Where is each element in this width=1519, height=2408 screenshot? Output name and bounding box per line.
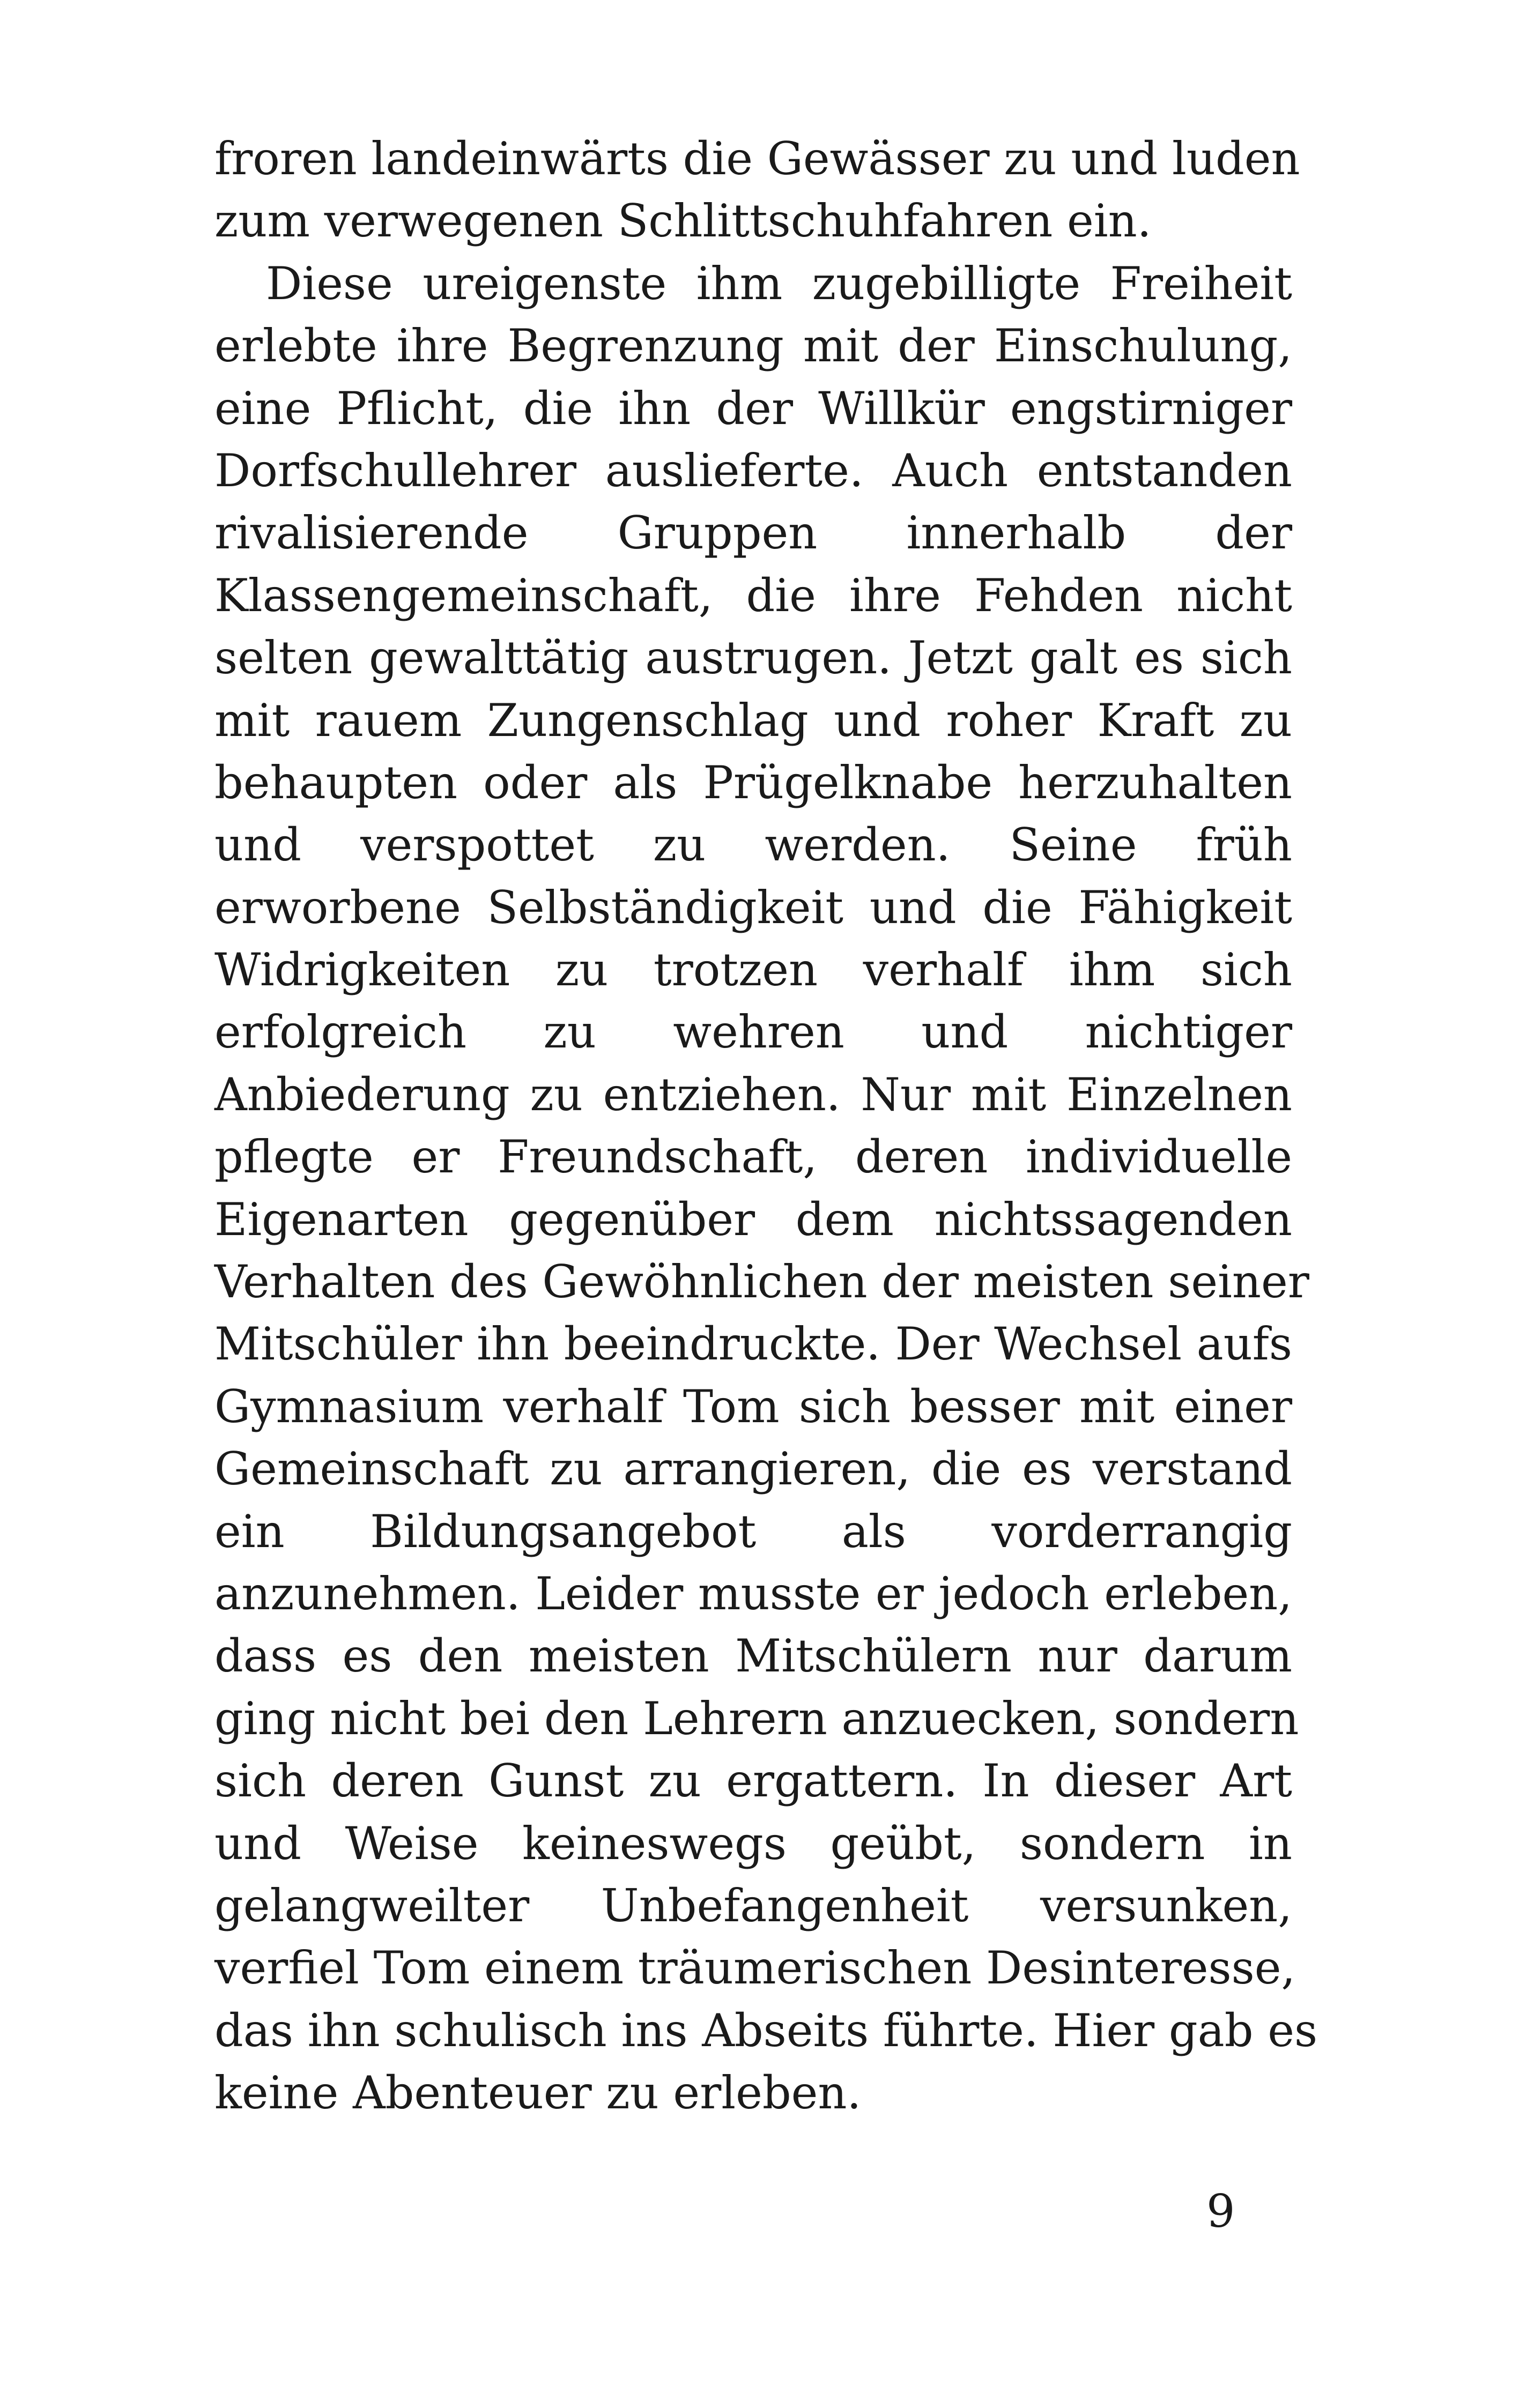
text-line: anzunehmen. Leider musste er jedoch erleben, bbox=[214, 1567, 1292, 1620]
paragraph-2 bbox=[214, 252, 1318, 2124]
text-line: selten gewalttätig austrugen. Jetzt galt es sich bbox=[214, 631, 1292, 685]
text-line: Gemeinschaft zu arrangieren, die es verstand bbox=[214, 1443, 1292, 1496]
paragraph-1 bbox=[214, 128, 1300, 252]
text-line: ein Bildungsangebot als vorderrangig bbox=[214, 1505, 1292, 1558]
page-number: 9 bbox=[1206, 2185, 1235, 2238]
text-line: Dorfschullehrer auslieferte. Auch entstanden bbox=[214, 444, 1292, 497]
text-line: Diese ureigenste ihm zugebilligte Freiheit bbox=[266, 257, 1292, 310]
text-line: zum verwegenen Schlittschuhfahren ein. bbox=[214, 195, 1152, 248]
text-line: Widrigkeiten zu trotzen verhalf ihm sich bbox=[214, 943, 1292, 997]
text-line: erfolgreich zu wehren und nichtiger bbox=[214, 1006, 1292, 1059]
text-line: gelangweilter Unbefangenheit versunken, bbox=[214, 1879, 1292, 1932]
text-line: Gymnasium verhalf Tom sich besser mit einer bbox=[214, 1380, 1292, 1433]
text-line: ging nicht bei den Lehrern anzuecken, sondern bbox=[214, 1692, 1299, 1745]
text-line: erworbene Selbständigkeit und die Fähigkeit bbox=[214, 881, 1292, 934]
text-line: Klassengemeinschaft, die ihre Fehden nicht bbox=[214, 569, 1292, 622]
text-line: dass es den meisten Mitschülern nur darum bbox=[214, 1630, 1292, 1683]
text-line: verfiel Tom einem träumerischen Desinteresse, bbox=[214, 1942, 1296, 1995]
text-line: behaupten oder als Prügelknabe herzuhalten bbox=[214, 756, 1292, 809]
text-line: und Weise keineswegs geübt, sondern in bbox=[214, 1817, 1292, 1870]
text-line: Verhalten des Gewöhnlichen der meisten seiner bbox=[214, 1255, 1309, 1309]
text-line: Anbiederung zu entziehen. Nur mit Einzelnen bbox=[214, 1068, 1292, 1121]
text-line: das ihn schulisch ins Abseits führte. Hier gab es bbox=[214, 2004, 1318, 2057]
text-line: erlebte ihre Begrenzung mit der Einschulung, bbox=[214, 319, 1292, 373]
body-text bbox=[214, 128, 1318, 2124]
text-line: mit rauem Zungenschlag und roher Kraft zu bbox=[214, 694, 1292, 747]
text-line: Mitschüler ihn beeindruckte. Der Wechsel aufs bbox=[214, 1318, 1292, 1371]
text-line: froren landeinwärts die Gewässer zu und luden bbox=[214, 132, 1300, 185]
text-line: pflegte er Freundschaft, deren individuelle bbox=[214, 1131, 1292, 1184]
text-line: keine Abenteuer zu erleben. bbox=[214, 2067, 862, 2120]
text-line: eine Pflicht, die ihn der Willkür engstirniger bbox=[214, 382, 1292, 435]
text-line: rivalisierende Gruppen innerhalb der bbox=[214, 507, 1292, 560]
text-line: und verspottet zu werden. Seine früh bbox=[214, 819, 1292, 872]
text-line: sich deren Gunst zu ergattern. In dieser Art bbox=[214, 1755, 1292, 1808]
text-line: Eigenarten gegenüber dem nichtssagenden bbox=[214, 1193, 1292, 1246]
